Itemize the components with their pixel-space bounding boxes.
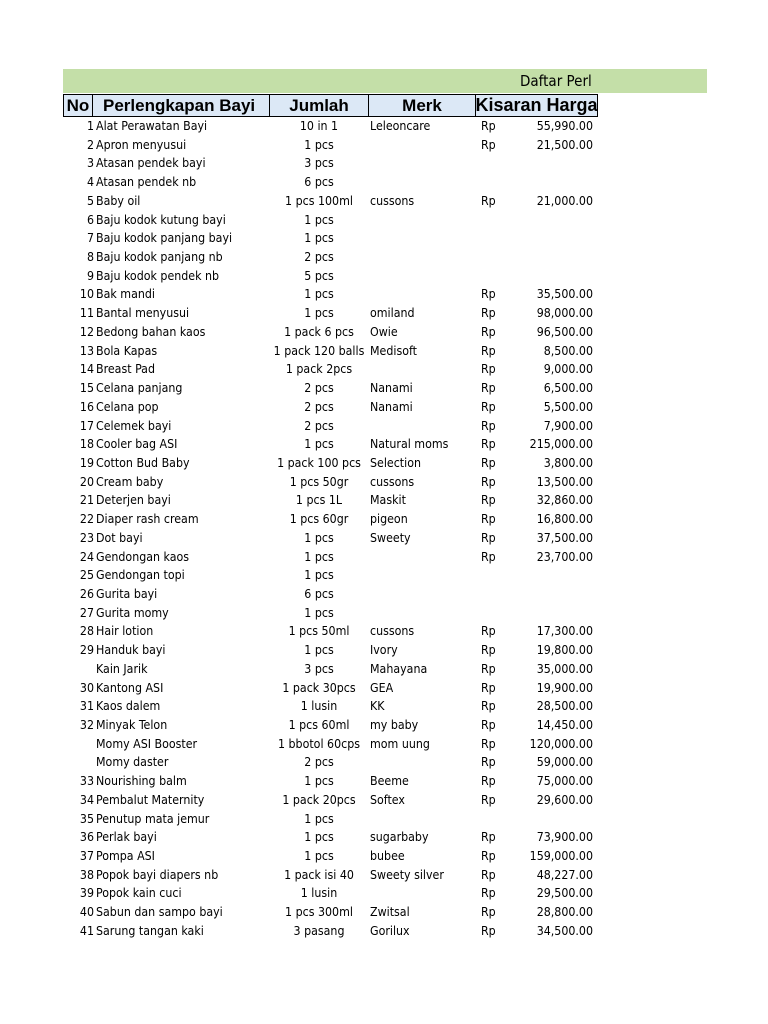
cell-price: 73,900.00 [536,830,593,845]
cell-item: Kain Jarik [96,661,148,676]
table-row [0,491,768,510]
table-row [0,847,768,866]
cell-no: 8 [86,250,94,265]
cell-qty: 3 pcs [304,661,334,676]
cell-no: 22 [79,512,94,527]
cell-qty: 1 pcs [304,830,334,845]
cell-qty: 2 pcs [304,418,334,433]
cell-no: 18 [79,437,94,452]
cell-qty: 1 bbotol 60cps [277,736,360,751]
cell-price: 5,500.00 [543,399,593,414]
table-row [0,342,768,361]
cell-item: Baju kodok kutung bayi [96,212,226,227]
table-row [0,716,768,735]
cell-item: Gendongan topi [96,568,185,583]
cell-item: Celana panjang [96,381,183,396]
cell-no: 10 [79,287,94,302]
cell-no: 37 [79,849,94,864]
cell-brand: KK [370,699,385,714]
table-row [0,828,768,847]
cell-no: 38 [79,867,94,882]
cell-no: 2 [86,137,94,152]
cell-no: 40 [79,905,94,920]
cell-item: Celemek bayi [96,418,172,433]
cell-currency: Rp [481,661,496,676]
table-row [0,641,768,660]
cell-currency: Rp [481,437,496,452]
cell-currency: Rp [481,474,496,489]
cell-qty: 10 in 1 [299,119,339,133]
cell-qty: 1 pack 20pcs [282,792,356,807]
cell-brand: mom uung [370,736,430,751]
table-row [0,304,768,323]
table-row [0,529,768,548]
cell-price: 3,800.00 [543,455,593,470]
cell-item: Popok kain cuci [96,886,182,901]
cell-brand: Zwitsal [370,905,410,920]
table-row [0,154,768,173]
cell-item: Sabun dan sampo bayi [96,905,223,920]
cell-currency: Rp [481,643,496,658]
cell-no: 31 [79,699,94,714]
cell-price: 35,000.00 [536,661,593,676]
cell-item: Perlak bayi [96,830,157,845]
cell-brand: sugarbaby [370,830,429,845]
cell-qty: 1 pcs [304,774,334,789]
cell-item: Momy daster [96,755,169,770]
cell-item: Diaper rash cream [96,512,199,527]
cell-item: Kantong ASI [96,680,164,695]
cell-qty: 1 pcs 60ml [288,718,350,732]
cell-no: 36 [79,830,94,845]
table-row [0,810,768,829]
cell-qty: 1 pcs [304,530,334,545]
cell-price: 13,500.00 [536,474,593,489]
table-row [0,866,768,885]
cell-price: 17,300.00 [536,624,593,639]
item-table [0,117,768,941]
cell-no: 33 [79,774,94,789]
cell-no: 3 [86,156,94,171]
table-row [0,248,768,267]
header-price: Kisaran Harga [475,95,598,115]
table-row [0,473,768,492]
cell-price: 55,990.00 [536,119,593,133]
table-row [0,622,768,641]
cell-brand: Mahayana [370,661,428,676]
cell-qty: 3 pcs [304,156,334,171]
cell-no: 15 [79,381,94,396]
cell-price: 28,800.00 [536,905,593,920]
cell-item: Baby oil [96,193,141,208]
sheet-title: Daftar Perl [520,72,592,90]
cell-currency: Rp [481,849,496,864]
table-row [0,267,768,286]
table-row [0,173,768,192]
cell-currency: Rp [481,680,496,695]
table-row [0,398,768,417]
cell-qty: 1 pcs 50gr [289,474,349,489]
cell-currency: Rp [481,905,496,920]
cell-no: 13 [79,343,94,358]
cell-brand: Nanami [370,381,413,396]
cell-price: 48,227.00 [536,867,593,882]
cell-brand: Medisoft [370,343,417,358]
cell-price: 32,860.00 [536,493,593,508]
cell-no: 28 [79,624,94,639]
cell-price: 35,500.00 [536,287,593,302]
cell-no: 17 [79,418,94,433]
cell-brand: GEA [370,680,394,695]
cell-no: 1 [86,119,94,133]
cell-item: Atasan pendek nb [96,175,197,190]
header-brand: Merk [368,94,476,117]
table-row [0,136,768,155]
cell-price: 21,500.00 [536,137,593,152]
cell-qty: 5 pcs [304,268,334,283]
title-band [63,69,707,93]
table-row [0,117,768,136]
cell-price: 75,000.00 [536,774,593,789]
cell-currency: Rp [481,418,496,433]
cell-item: Celana pop [96,399,159,414]
cell-item: Cooler bag ASI [96,437,178,452]
cell-brand: Maskit [370,493,406,508]
table-row [0,548,768,567]
table-row [0,660,768,679]
cell-item: Breast Pad [96,362,155,377]
cell-price: 120,000.00 [529,736,593,751]
cell-brand: Natural moms [370,437,449,452]
cell-qty: 1 pack 2pcs [285,362,353,377]
cell-qty: 2 pcs [304,381,334,396]
cell-currency: Rp [481,530,496,545]
cell-qty: 1 pcs [304,643,334,658]
cell-price: 14,450.00 [536,718,593,732]
cell-price: 29,600.00 [536,792,593,807]
cell-qty: 1 pack 120 balls [273,343,365,358]
table-row [0,379,768,398]
cell-no: 24 [79,549,94,564]
cell-price: 19,900.00 [536,680,593,695]
table-row [0,566,768,585]
cell-price: 96,500.00 [536,324,593,339]
cell-no: 39 [79,886,94,901]
cell-item: Gurita momy [96,605,169,620]
cell-currency: Rp [481,792,496,807]
cell-currency: Rp [481,324,496,339]
cell-no: 14 [79,362,94,377]
cell-currency: Rp [481,493,496,508]
table-row [0,323,768,342]
cell-item: Baju kodok panjang bayi [96,231,233,246]
cell-no: 32 [79,718,94,732]
cell-currency: Rp [481,193,496,208]
cell-qty: 2 pcs [304,755,334,770]
cell-no: 7 [86,231,94,246]
cell-price: 19,800.00 [536,643,593,658]
cell-brand: Ivory [370,643,398,658]
header-no: No [63,94,93,117]
cell-qty: 1 lusin [300,886,338,901]
cell-qty: 1 pcs [304,287,334,302]
cell-item: Apron menyusui [96,137,187,152]
cell-price: 16,800.00 [536,512,593,527]
table-row [0,229,768,248]
cell-qty: 1 pack isi 40 [284,867,354,882]
cell-no: 30 [79,680,94,695]
cell-brand: Sweety silver [370,867,444,882]
table-row [0,791,768,810]
cell-currency: Rp [481,512,496,527]
cell-qty: 6 pcs [304,175,334,190]
table-row [0,735,768,754]
cell-currency: Rp [481,306,496,321]
cell-item: Bola Kapas [96,343,158,358]
cell-price: 23,700.00 [536,549,593,564]
cell-no: 25 [79,568,94,583]
table-row [0,285,768,304]
cell-item: Kaos dalem [96,699,161,714]
cell-no: 41 [79,923,94,938]
cell-currency: Rp [481,830,496,845]
cell-qty: 1 pack 6 pcs [284,324,354,339]
cell-price: 6,500.00 [543,381,593,396]
table-row [0,697,768,716]
table-row [0,585,768,604]
cell-brand: cussons [370,193,415,208]
cell-qty: 1 pcs 100ml [285,193,353,208]
cell-item: Handuk bayi [96,643,166,658]
cell-item: Baju kodok pendek nb [96,268,220,283]
cell-price: 37,500.00 [536,530,593,545]
cell-item: Bedong bahan kaos [96,324,206,339]
cell-no: 9 [86,268,94,283]
cell-currency: Rp [481,718,496,732]
cell-item: Deterjen bayi [96,493,171,508]
cell-currency: Rp [481,343,496,358]
table-row [0,753,768,772]
cell-qty: 1 pcs 1L [295,493,343,508]
cell-qty: 1 pcs [304,568,334,583]
cell-qty: 1 pcs [304,137,334,152]
cell-currency: Rp [481,886,496,901]
cell-brand: Owie [370,324,398,339]
cell-currency: Rp [481,699,496,714]
cell-brand: Beeme [370,774,409,789]
cell-currency: Rp [481,455,496,470]
cell-qty: 1 pcs [304,811,334,826]
cell-brand: Softex [370,792,405,807]
header-item: Perlengkapan Bayi [92,94,270,117]
cell-price: 215,000.00 [529,437,593,452]
cell-no: 29 [79,643,94,658]
cell-price: 159,000.00 [529,849,593,864]
cell-price: 7,900.00 [543,418,593,433]
cell-qty: 2 pcs [304,399,334,414]
cell-no: 11 [79,306,94,321]
cell-item: Popok bayi diapers nb [96,867,219,882]
cell-item: Minyak Telon [96,718,168,732]
cell-currency: Rp [481,774,496,789]
cell-qty: 1 pcs [304,849,334,864]
cell-no: 21 [79,493,94,508]
cell-brand: bubee [370,849,405,864]
cell-currency: Rp [481,867,496,882]
table-row [0,192,768,211]
cell-qty: 1 pack 100 pcs [277,455,361,470]
cell-qty: 3 pasang [293,923,345,938]
cell-item: Penutup mata jemur [96,811,210,826]
cell-qty: 1 pcs [304,231,334,246]
cell-item: Momy ASI Booster [96,736,198,751]
cell-qty: 6 pcs [304,586,334,601]
cell-qty: 2 pcs [304,250,334,265]
cell-item: Bak mandi [96,287,155,302]
table-row [0,772,768,791]
cell-qty: 1 pcs 300ml [285,905,353,920]
cell-currency: Rp [481,923,496,938]
table-row [0,360,768,379]
table-row [0,903,768,922]
cell-qty: 1 pcs [304,306,334,321]
table-row [0,454,768,473]
cell-item: Sarung tangan kaki [96,923,204,938]
cell-no: 4 [86,175,94,190]
cell-no: 34 [79,792,94,807]
cell-item: Atasan pendek bayi [96,156,206,171]
cell-item: Cream baby [96,474,164,489]
cell-price: 34,500.00 [536,923,593,938]
cell-currency: Rp [481,287,496,302]
cell-item: Dot bayi [96,530,143,545]
cell-price: 28,500.00 [536,699,593,714]
cell-brand: cussons [370,624,415,639]
cell-no: 35 [79,811,94,826]
cell-no: 16 [79,399,94,414]
table-row [0,211,768,230]
cell-brand: my baby [370,718,419,732]
cell-item: Pembalut Maternity [96,792,205,807]
cell-item: Bantal menyusui [96,306,190,321]
cell-brand: Nanami [370,399,413,414]
cell-qty: 1 pcs 60gr [289,512,349,527]
cell-no: 5 [86,193,94,208]
cell-item: Hair lotion [96,624,154,639]
table-row [0,884,768,903]
cell-qty: 1 pcs [304,212,334,227]
cell-item: Baju kodok panjang nb [96,250,223,265]
cell-qty: 1 pcs [304,549,334,564]
table-row [0,922,768,941]
cell-qty: 1 pack 30pcs [282,680,356,695]
cell-qty: 1 pcs [304,437,334,452]
cell-item: Cotton Bud Baby [96,455,190,470]
cell-brand: Gorilux [370,923,410,938]
cell-brand: omiland [370,306,415,321]
cell-no: 19 [79,455,94,470]
cell-no: 6 [86,212,94,227]
cell-currency: Rp [481,399,496,414]
cell-currency: Rp [481,381,496,396]
table-row [0,510,768,529]
table-row [0,679,768,698]
cell-no: 26 [79,586,94,601]
cell-brand: Selection [370,455,421,470]
cell-no: 27 [79,605,94,620]
cell-price: 9,000.00 [543,362,593,377]
cell-currency: Rp [481,736,496,751]
table-row [0,417,768,436]
cell-price: 21,000.00 [536,193,593,208]
cell-item: Pompa ASI [96,849,155,864]
cell-item: Alat Perawatan Bayi [96,119,208,133]
cell-currency: Rp [481,362,496,377]
table-row [0,604,768,623]
cell-item: Gendongan kaos [96,549,190,564]
cell-currency: Rp [481,755,496,770]
cell-brand: pigeon [370,512,408,527]
cell-brand: Sweety [370,530,411,545]
cell-item: Nourishing balm [96,774,187,789]
cell-brand: cussons [370,474,415,489]
cell-currency: Rp [481,624,496,639]
cell-currency: Rp [481,137,496,152]
cell-qty: 1 lusin [300,699,338,714]
cell-price: 29,500.00 [536,886,593,901]
cell-currency: Rp [481,119,496,133]
cell-no: 12 [79,324,94,339]
cell-qty: 1 pcs [304,605,334,620]
cell-price: 8,500.00 [543,343,593,358]
cell-qty: 1 pcs 50ml [288,624,350,639]
header-qty: Jumlah [269,94,369,117]
cell-currency: Rp [481,549,496,564]
cell-price: 98,000.00 [536,306,593,321]
cell-no: 23 [79,530,94,545]
cell-item: Gurita bayi [96,586,158,601]
cell-no: 20 [79,474,94,489]
table-row [0,435,768,454]
cell-price: 59,000.00 [536,755,593,770]
cell-brand: Leleoncare [370,119,431,133]
